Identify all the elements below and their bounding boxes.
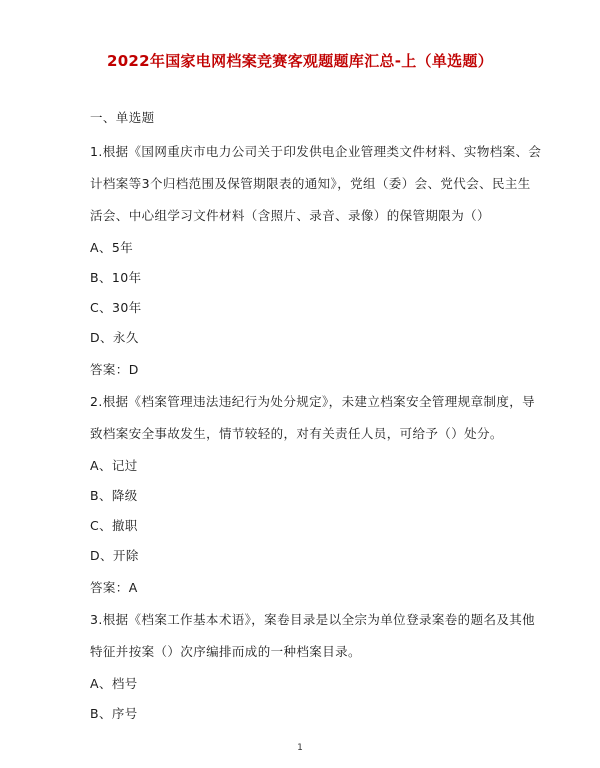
question-1-line-3: 活会、中心组学习文件材料（含照片、录音、录像）的保管期限为（） (90, 208, 490, 223)
question-1-answer: 答案：D (90, 362, 139, 377)
question-2-option-a: A、记过 (90, 458, 138, 473)
question-2-option-c: C、撤职 (90, 518, 138, 533)
question-1-line-2: 计档案等3个归档范围及保管期限表的通知》，党组（委）会、党代会、民主生 (90, 176, 531, 191)
question-1-option-c: C、30年 (90, 300, 142, 315)
question-2-line-2: 致档案安全事故发生，情节较轻的，对有关责任人员，可给予（）处分。 (90, 426, 503, 441)
question-3-line-2: 特征并按案（）次序编排而成的一种档案目录。 (90, 644, 361, 659)
question-3-line-1: 3.根据《档案工作基本术语》，案卷目录是以全宗为单位登录案卷的题名及其他 (90, 612, 536, 627)
question-1-option-b: B、10年 (90, 270, 142, 285)
section-heading: 一、单选题 (90, 110, 155, 125)
document-title: 2022年国家电网档案竞赛客观题题库汇总-上（单选题） (106, 52, 494, 70)
question-1-option-d: D、永久 (90, 330, 139, 345)
question-2-answer: 答案：A (90, 580, 138, 595)
page-number: 1 (297, 743, 303, 753)
question-1-option-a: A、5年 (90, 240, 134, 255)
question-2-option-b: B、降级 (90, 488, 138, 503)
question-2-line-1: 2.根据《档案管理违法违纪行为处分规定》，未建立档案安全管理规章制度，导 (90, 394, 536, 409)
question-1-line-1: 1.根据《国网重庆市电力公司关于印发供电企业管理类文件材料、实物档案、会 (90, 144, 542, 159)
question-3-option-a: A、档号 (90, 676, 138, 691)
question-3-option-b: B、序号 (90, 706, 138, 721)
question-2-option-d: D、开除 (90, 548, 139, 563)
